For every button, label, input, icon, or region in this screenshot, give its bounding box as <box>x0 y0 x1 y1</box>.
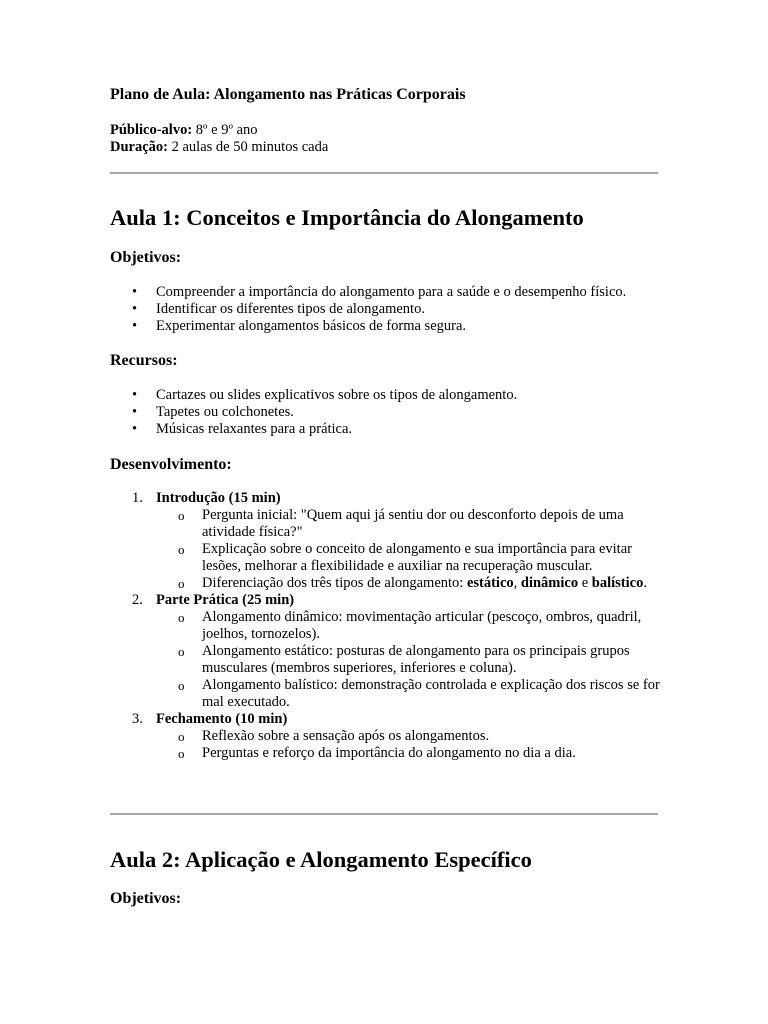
circle-bullet-icon: o <box>178 610 185 625</box>
circle-bullet-icon: o <box>178 508 185 523</box>
term-estatico: estático <box>466 575 514 591</box>
separator: , <box>513 575 521 591</box>
item-text-suffix: . <box>643 575 647 591</box>
duration-line <box>110 139 328 156</box>
aula1-recursos-heading: Recursos: <box>110 352 178 369</box>
list-item <box>156 507 662 541</box>
step-title: Parte Prática (25 min) <box>156 592 295 608</box>
item-text: Perguntas e reforço da importância do alongamento no dia a dia. <box>202 745 576 761</box>
circle-bullet-icon: o <box>178 576 185 591</box>
document-title: Plano de Aula: Alongamento nas Práticas Corporais <box>110 86 466 103</box>
step-fechamento <box>110 711 658 762</box>
aula1-desenvolvimento-heading: Desenvolvimento: <box>110 456 232 473</box>
aula2-heading: Aula 2: Aplicação e Alongamento Específico <box>110 847 532 872</box>
list-item <box>156 728 662 745</box>
item-text: Alongamento estático: posturas de alongamento para os principais grupos musculares (membros superiores, inferiores e coluna). <box>202 643 630 676</box>
circle-bullet-icon: o <box>178 542 185 557</box>
step-number: 2. <box>132 592 143 608</box>
aula1-objetivos-heading: Objetivos: <box>110 249 182 266</box>
list-item <box>156 677 662 711</box>
list-item <box>156 609 662 643</box>
step-title: Introdução (15 min) <box>156 490 281 506</box>
item-text: Alongamento balístico: demonstração controlada e explicação dos riscos se for mal executado. <box>202 677 660 710</box>
item-text <box>202 575 647 591</box>
aula1-objetivos-list <box>110 284 626 335</box>
circle-bullet-icon: o <box>178 644 185 659</box>
term-balistico: balístico <box>591 575 644 591</box>
audience-label: Público-alvo: <box>110 122 193 138</box>
audience-line <box>110 122 258 139</box>
list-item: • Músicas relaxantes para a prática. <box>110 421 517 438</box>
aula2-objetivos-heading: Objetivos: <box>110 890 182 907</box>
step-introducao <box>110 490 658 592</box>
step-items <box>156 507 658 592</box>
aula1-recursos-list <box>110 387 517 438</box>
audience-value: 8º e 9º ano <box>192 122 258 138</box>
circle-bullet-icon: o <box>178 746 185 761</box>
list-item <box>156 643 662 677</box>
term-dinamico: dinâmico <box>520 575 579 591</box>
desenvolvimento-steps <box>110 490 658 762</box>
list-item <box>156 575 662 592</box>
item-text: Alongamento dinâmico: movimentação articular (pescoço, ombros, quadril, joelhos, tornozelos). <box>202 609 642 642</box>
item-text-prefix: Diferenciação dos três tipos de alongamento: <box>202 575 467 591</box>
divider <box>110 813 658 815</box>
step-title: Fechamento (10 min) <box>156 711 288 727</box>
item-text: Reflexão sobre a sensação após os alongamentos. <box>202 728 490 744</box>
duration-value: 2 aulas de 50 minutos cada <box>168 139 329 155</box>
separator: e <box>578 575 592 591</box>
circle-bullet-icon: o <box>178 678 185 693</box>
duration-label: Duração: <box>110 139 168 155</box>
step-number: 1. <box>132 490 143 506</box>
list-item: • Compreender a importância do alongamento para a saúde e o desempenho físico. <box>110 284 626 301</box>
list-item <box>156 745 662 762</box>
list-item: • Tapetes ou colchonetes. <box>110 404 517 421</box>
aula1-heading: Aula 1: Conceitos e Importância do Alongamento <box>110 205 584 230</box>
divider <box>110 172 658 174</box>
list-item: • Identificar os diferentes tipos de alongamento. <box>110 301 626 318</box>
item-text: Pergunta inicial: "Quem aqui já sentiu dor ou desconforto depois de uma atividade física?" <box>202 507 624 540</box>
step-parte-pratica <box>110 592 658 711</box>
step-items <box>156 609 658 711</box>
step-items <box>156 728 658 762</box>
list-item: • Cartazes ou slides explicativos sobre os tipos de alongamento. <box>110 387 517 404</box>
circle-bullet-icon: o <box>178 729 185 744</box>
item-text: Explicação sobre o conceito de alongamento e sua importância para evitar lesões, melhorar a flexibilidade e auxiliar na recuperação muscular. <box>202 541 632 574</box>
step-number: 3. <box>132 711 143 727</box>
list-item: • Experimentar alongamentos básicos de forma segura. <box>110 318 626 335</box>
list-item <box>156 541 662 575</box>
